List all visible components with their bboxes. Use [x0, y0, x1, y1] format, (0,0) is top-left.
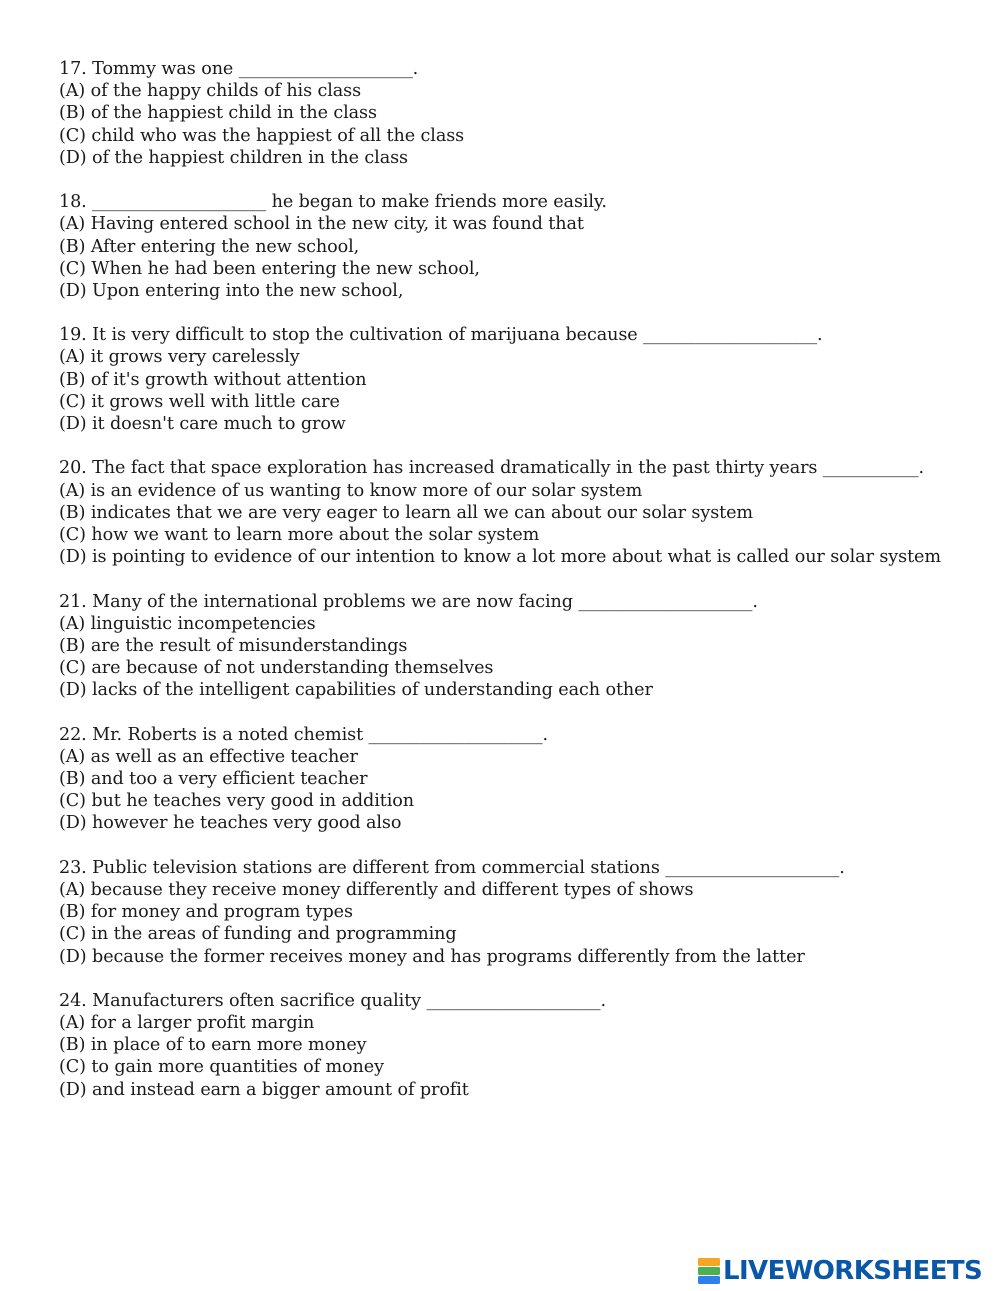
- answer-option: (B) in place of to earn more money: [59, 1035, 367, 1056]
- question-block: [59, 857, 979, 968]
- answer-option: (A) of the happy childs of his class: [59, 81, 362, 102]
- question-stem: 24. Manufacturers often sacrifice quality ____________________.: [59, 990, 606, 1011]
- answer-option: (C) child who was the happiest of all the class: [59, 125, 465, 146]
- question-stem: 22. Mr. Roberts is a noted chemist ____________________.: [59, 724, 548, 745]
- question-stem: 21. Many of the international problems we are now facing ____________________.: [59, 591, 758, 612]
- answer-option: (A) for a larger profit margin: [59, 1013, 315, 1034]
- answer-option: (B) for money and program types: [59, 902, 353, 923]
- question-block: [59, 191, 979, 302]
- answer-option: (D) however he teaches very good also: [59, 813, 402, 834]
- brand-name: LIVEWORKSHEETS: [723, 1256, 983, 1286]
- question-block: [59, 457, 979, 568]
- answer-option: (B) of it's growth without attention: [59, 369, 367, 390]
- answer-option: (D) of the happiest children in the class: [59, 147, 408, 168]
- answer-option: (A) it grows very carelessly: [59, 347, 300, 368]
- question-stem: 18. ____________________ he began to make friends more easily.: [59, 192, 607, 213]
- question-block: [59, 724, 979, 835]
- answer-option: (C) are because of not understanding themselves: [59, 658, 494, 679]
- answer-option: (D) Upon entering into the new school,: [59, 280, 404, 301]
- answer-option: (B) of the happiest child in the class: [59, 103, 377, 124]
- question-stem: 20. The fact that space exploration has increased dramatically in the past thirty years ___________.: [59, 458, 924, 479]
- question-stem: 19. It is very difficult to stop the cultivation of marijuana because ____________________.: [59, 325, 823, 346]
- answer-option: (B) After entering the new school,: [59, 236, 360, 257]
- answer-option: (C) how we want to learn more about the solar system: [59, 524, 540, 545]
- answer-option: (C) in the areas of funding and programming: [59, 924, 457, 945]
- question-stem: 23. Public television stations are different from commercial stations ____________________.: [59, 857, 845, 878]
- answer-option: (B) and too a very efficient teacher: [59, 769, 368, 789]
- answer-option: (D) and instead earn a bigger amount of profit: [59, 1079, 469, 1100]
- liveworksheets-logo-icon: [698, 1258, 720, 1284]
- answer-option: (A) is an evidence of us wanting to know more of our solar system: [59, 480, 643, 501]
- answer-option: (A) linguistic incompetencies: [59, 613, 316, 634]
- answer-option: (C) but he teaches very good in addition: [59, 791, 414, 812]
- liveworksheets-brand: [698, 1256, 982, 1286]
- answer-option: (D) is pointing to evidence of our intention to know a lot more about what is called our solar system: [59, 547, 941, 568]
- answer-option: (B) are the result of misunderstandings: [59, 635, 408, 656]
- question-block: [59, 990, 979, 1101]
- answer-option: (A) Having entered school in the new city, it was found that: [59, 214, 584, 235]
- answer-option: (D) lacks of the intelligent capabilities of understanding each other: [59, 680, 653, 701]
- question-block: [59, 591, 979, 702]
- answer-option: (D) it doesn't care much to grow: [59, 414, 346, 434]
- answer-option: (A) because they receive money differently and different types of shows: [59, 879, 694, 900]
- question-block: [59, 58, 979, 169]
- answer-option: (C) When he had been entering the new school,: [59, 258, 480, 279]
- answer-option: (C) to gain more quantities of money: [59, 1057, 384, 1078]
- answer-option: (C) it grows well with little care: [59, 391, 340, 412]
- answer-option: (A) as well as an effective teacher: [59, 746, 358, 767]
- answer-option: (D) because the former receives money and has programs differently from the latter: [59, 946, 805, 967]
- question-stem: 17. Tommy was one ____________________.: [59, 59, 419, 79]
- worksheet-content: [59, 58, 979, 1123]
- question-block: [59, 324, 979, 435]
- answer-option: (B) indicates that we are very eager to learn all we can about our solar system: [59, 502, 753, 523]
